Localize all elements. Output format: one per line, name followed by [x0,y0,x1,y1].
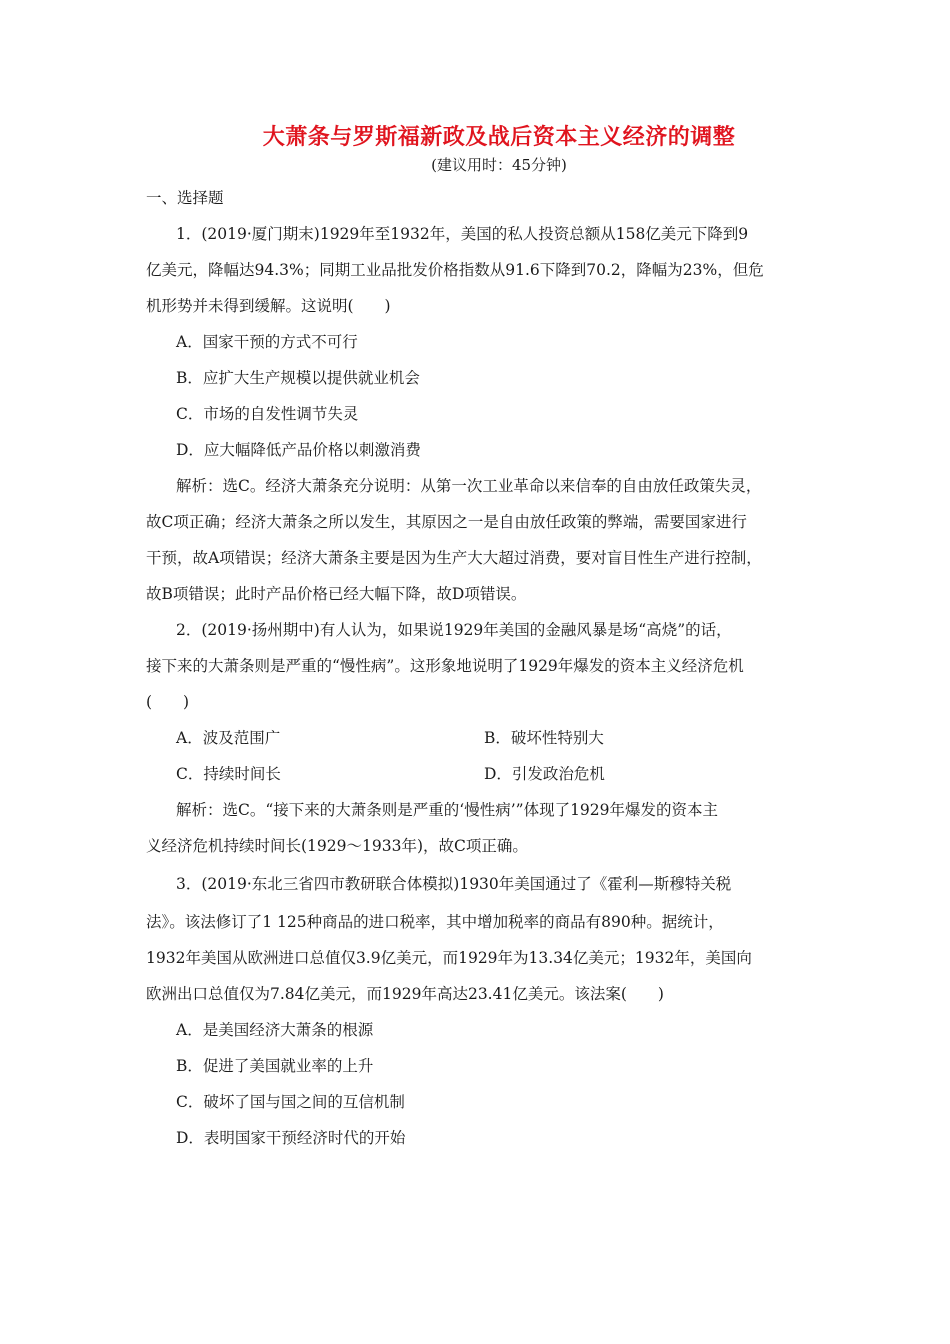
question-1-stem-line-2: 亿美元，降幅达94.3%；同期工业品批发价格指数从91.6下降到70.2，降幅为23%，但危 [146,261,764,279]
section-heading: 一、选择题 [146,189,224,207]
question-3-stem-line-2: 法》。该法修订了1 125种商品的进口税率，其中增加税率的商品有890种。据统计， [146,913,724,931]
question-1-analysis-line-2: 故C项正确；经济大萧条之所以发生，其原因之一是自由放任政策的弊端，需要国家进行 [146,513,747,531]
question-1-analysis-line-1: 解析：选C。经济大萧条充分说明：从第一次工业革命以来信奉的自由放任政策失灵， [176,477,762,495]
question-1-analysis-line-4: 故B项错误；此时产品价格已经大幅下降，故D项错误。 [146,585,527,603]
question-1-stem-line-1: 1．(2019·厦门期末)1929年至1932年，美国的私人投资总额从158亿美元下降到9 [176,225,749,243]
question-2-option-c: C．持续时间长 [176,765,281,783]
question-2-option-a: A．波及范围广 [176,729,281,747]
question-2-stem-line-1: 2．(2019·扬州期中)有人认为，如果说1929年美国的金融风暴是场“高烧”的话， [176,621,732,639]
question-3-option-b: B．促进了美国就业率的上升 [176,1057,374,1075]
question-2-analysis-line-1: 解析：选C。“接下来的大萧条则是严重的‘慢性病’”体现了1929年爆发的资本主 [176,801,719,819]
question-2-options-row-1 [146,720,811,756]
question-3 [146,864,811,1156]
question-1-option-a: A．国家干预的方式不可行 [176,333,358,351]
document-title: 大萧条与罗斯福新政及战后资本主义经济的调整 [262,124,736,150]
question-2 [146,612,811,864]
document-body [146,180,811,1156]
question-2-stem-line-2: 接下来的大萧条则是严重的“慢性病”。这形象地说明了1929年爆发的资本主义经济危机 [146,657,744,675]
question-1-analysis-line-3: 干预，故A项错误；经济大萧条主要是因为生产大大超过消费，要对盲目性生产进行控制， [146,549,762,567]
question-1-option-b: B．应扩大生产规模以提供就业机会 [176,369,420,387]
suggested-time: (建议用时：45分钟) [431,156,567,174]
question-3-stem-line-4: 欧洲出口总值仅为7.84亿美元，而1929年高达23.41亿美元。该法案( ) [146,985,664,1003]
question-2-option-d: D．引发政治危机 [484,765,605,783]
question-3-option-d: D．表明国家干预经济时代的开始 [176,1129,406,1147]
question-1 [146,216,811,612]
question-1-stem-line-3: 机形势并未得到缓解。这说明( ) [146,297,391,315]
question-3-option-a: A．是美国经济大萧条的根源 [176,1021,374,1039]
question-2-analysis-line-2: 义经济危机持续时间长(1929～1933年)，故C项正确。 [146,837,528,855]
question-1-option-c: C．市场的自发性调节失灵 [176,405,359,423]
question-2-option-b: B．破坏性特别大 [484,729,604,747]
question-3-option-c: C．破坏了国与国之间的互信机制 [176,1093,405,1111]
question-3-stem-line-1: 3．(2019·东北三省四市教研联合体模拟)1930年美国通过了《霍利—斯穆特关税 [176,875,732,893]
question-2-stem-line-3: ( ) [146,693,190,711]
question-1-option-d: D．应大幅降低产品价格以刺激消费 [176,441,421,459]
question-2-options-row-2 [146,756,811,792]
question-3-stem-line-3: 1932年美国从欧洲进口总值仅3.9亿美元，而1929年为13.34亿美元；1932年，美国向 [146,949,752,967]
